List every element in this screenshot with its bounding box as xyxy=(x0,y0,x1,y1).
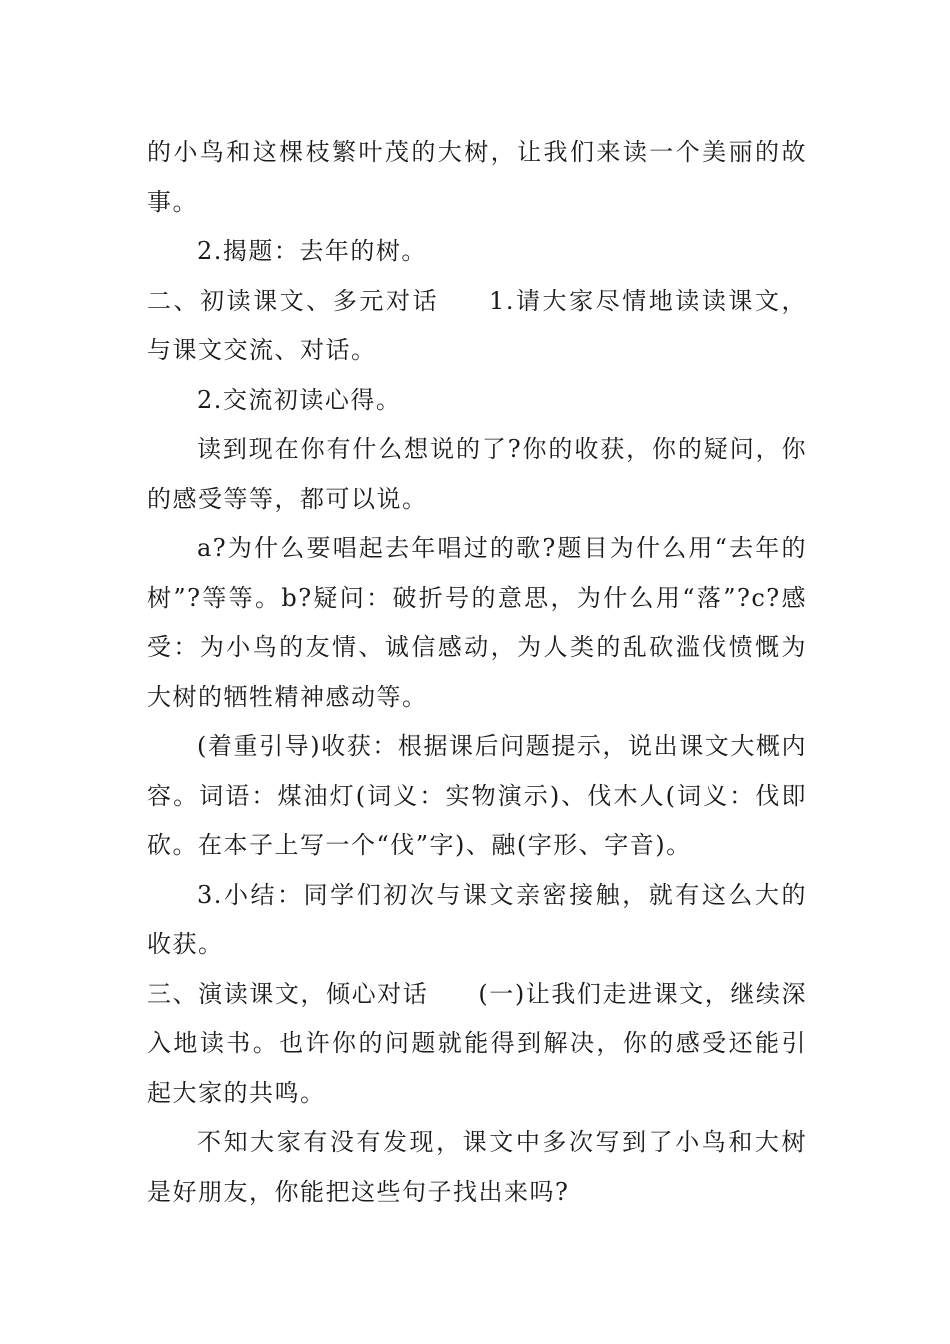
paragraph-find-sentences xyxy=(147,1118,807,1217)
paragraph-text: a?为什么要唱起去年唱过的歌?题目为什么用“去年的树”?等等。b?疑问：破折号的意思，为什么用“落”?c?感受：为小鸟的友情、诚信感动，为人类的乱砍滥伐愤慨为大树的牺牲精神感动等。 xyxy=(147,534,807,711)
paragraph-thoughts xyxy=(147,425,807,524)
section-heading: 三、演读课文，倾心对话 xyxy=(147,979,429,1008)
paragraph-text: (一)让我们走进课文，继续深入地读书。也许你的问题就能得到解决，你的感受还能引起大家的共鸣。 xyxy=(147,979,807,1107)
document-body xyxy=(147,128,807,1217)
paragraph-share-reading xyxy=(147,376,807,426)
section-heading: 二、初读课文、多元对话 xyxy=(147,286,440,315)
paragraph-text: 1.请大家尽情地读读课文，与课文交流、对话。 xyxy=(147,286,807,364)
section-heading-two-paragraph xyxy=(147,277,807,376)
paragraph-harvest xyxy=(147,722,807,871)
paragraph-text: 2.揭题：去年的树。 xyxy=(197,237,427,265)
paragraph-text: 3.小结：同学们初次与课文亲密接触，就有这么大的收获。 xyxy=(147,880,807,958)
section-heading-three-paragraph xyxy=(147,970,807,1119)
paragraph-text: 的小鸟和这棵枝繁叶茂的大树，让我们来读一个美丽的故事。 xyxy=(147,138,807,216)
paragraph-text: 读到现在你有什么想说的了?你的收获，你的疑问，你的感受等等，都可以说。 xyxy=(147,435,807,513)
paragraph-intro-end xyxy=(147,128,807,227)
paragraph-questions xyxy=(147,524,807,722)
paragraph-reveal-title xyxy=(147,227,807,277)
paragraph-text: (着重引导)收获：根据课后问题提示，说出课文大概内容。词语：煤油灯(词义：实物演示)、伐木人(词义：伐即砍。在本子上写一个“伐”字)、融(字形、字音)。 xyxy=(147,732,807,859)
paragraph-text: 2.交流初读心得。 xyxy=(197,385,402,414)
paragraph-summary xyxy=(147,871,807,970)
paragraph-text: 不知大家有没有发现，课文中多次写到了小鸟和大树是好朋友，你能把这些句子找出来吗? xyxy=(147,1128,807,1206)
